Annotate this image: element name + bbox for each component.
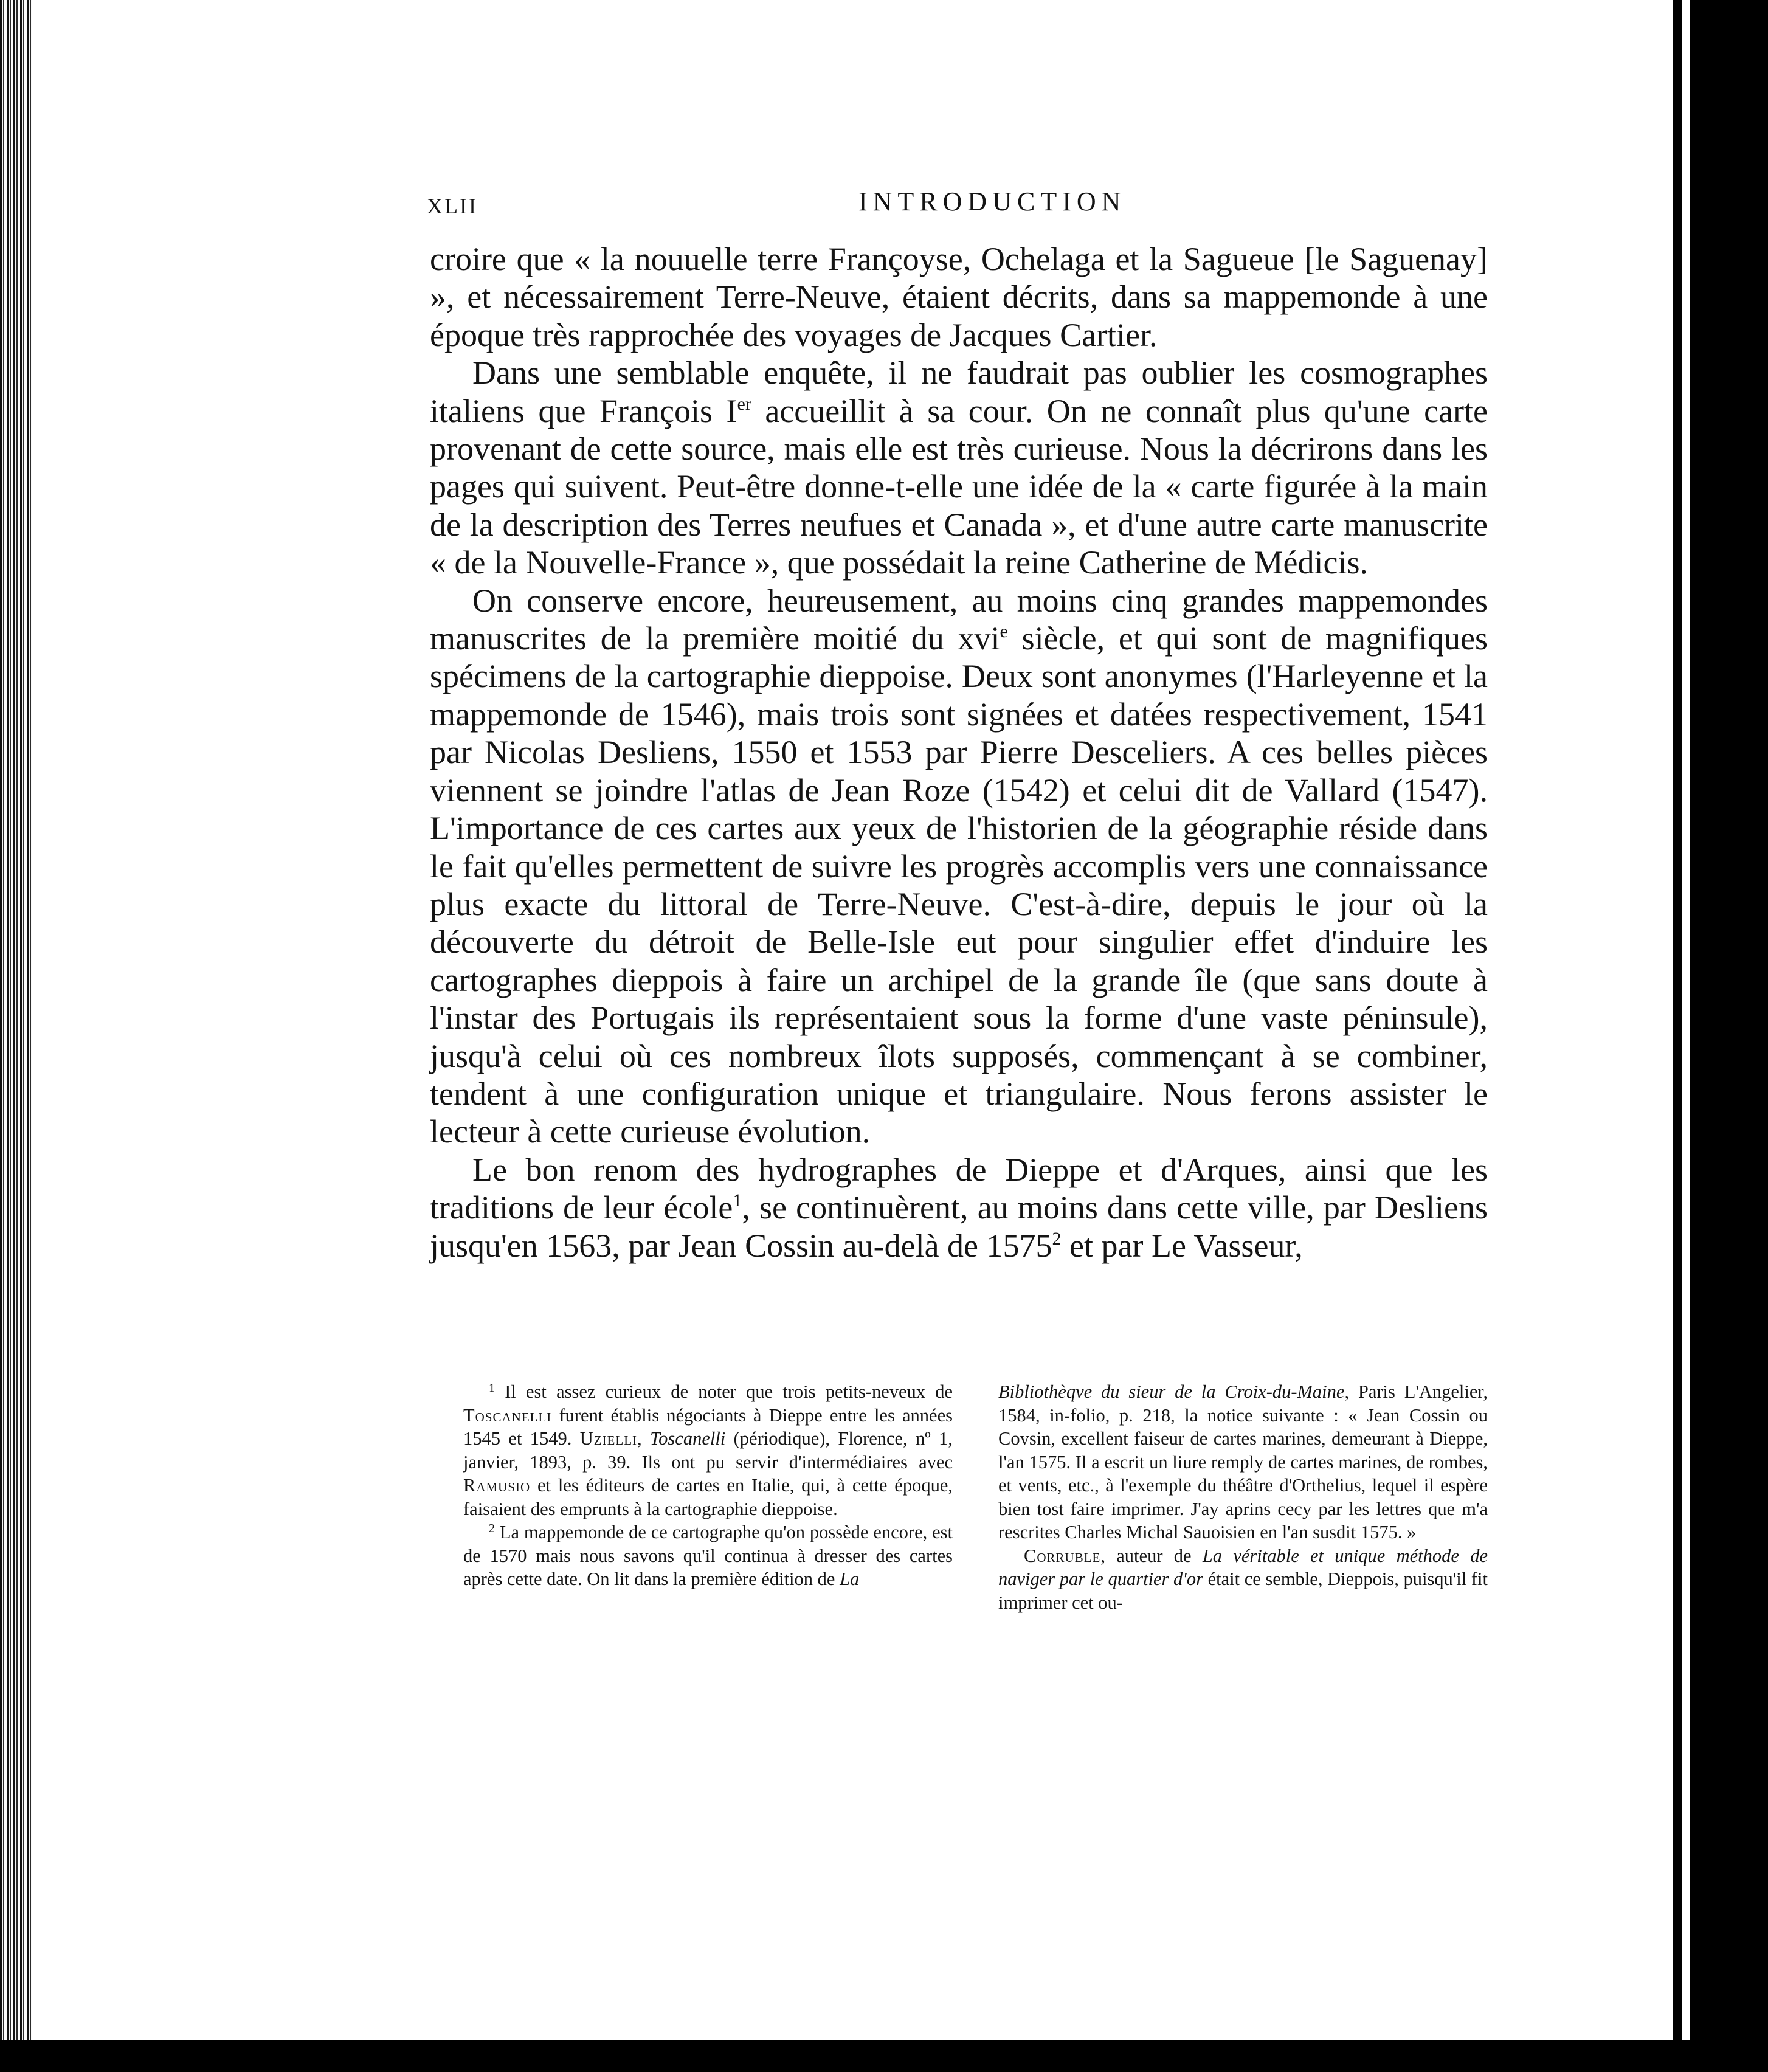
page-number: XLII	[427, 194, 478, 218]
paragraph: On conserve encore, heureusement, au moins cinq grandes mappemondes manuscrites de la première moitié du xvi$^e$ siècle, et qui sont de magnifiques spécimens de la cartographie dieppoise. Deux sont anonymes (l'Harleyenne et la mappemonde de 1546), mais trois sont signées et datées respectivement, 1541 par Nicolas Desliens, 1550 et 1553 par Pierre Desceliers. A ces belles pièces viennent se joindre l'atlas de Jean Roze (1542) et celui dit de Vallard (1547). L'importance de ces cartes aux yeux de l'historien de la géographie réside dans le fait qu'elles permettent de suivre les progrès accomplis vers une connaissance plus exacte du littoral de Terre-Neuve. C'est-à-dire, depuis le jour où la découverte du détroit de Belle-Isle eut pour singulier effet d'induire les cartographes dieppois à faire un archipel de la grande île (que sans doute à l'instar des Portugais ils représentaient sous la forme d'une vaste péninsule), jusqu'à celui où ces nombreux îlots supposés, commençant à se combiner, tendent à une configuration unique et triangulaire. Nous ferons assister le lecteur à cette curieuse évolution.	[430, 582, 1488, 1150]
paragraph: croire que « la nouuelle terre Françoyse, Ochelaga et la Sagueue [le Saguenay] », et nécessairement Terre-Neuve, étaient décrits, dans sa mappemonde à une époque très rapprochée des voyages de Jacques Cartier.	[430, 241, 1488, 353]
paragraph: Le bon renom des hydrographes de Dieppe et d'Arques, ainsi que les traditions de leur école$^1$, se continuèrent, au moins dans cette ville, par Desliens jusqu'en 1563, par Jean Cossin au-delà de 1575$^2$ et par Le Vasseur,	[430, 1151, 1488, 1264]
footnote-2-continued: Bibliothèqve du sieur de la Croix-du-Maine, Paris L'Angelier, 1584, in-folio, p. 218, la notice suivante : « Jean Cossin ou Covsin, excellent faiseur de cartes marines, demeurant à Dieppe, l'an 1575. Il a escrit un liure remply de cartes marines, de rombes, et vents, etc., à l'exemple du théâtre d'Orthelius, lequel il espère bien tost faire imprimer. J'ay aprins cecy par les lettres que m'a rescrites Charles Michal Sauoisien en l'an susdit 1575. »	[998, 1381, 1488, 1542]
page-edge-rule	[1678, 0, 1690, 2040]
footnote-3: Corruble, auteur de La véritable et unique méthode de naviger par le quartier d'or était ce semble, Dieppois, puisqu'il fit imprimer cet ou-	[998, 1545, 1488, 1613]
book-edge	[0, 0, 32, 2040]
footnote-ref: 2	[1052, 1228, 1062, 1249]
footnote-column-right	[998, 1380, 1488, 1614]
footnote-1: $^1$ Il est assez curieux de noter que trois petits-neveux de Toscanelli furent établis négociants à Dieppe entre les années 1545 et 1549. Uzielli, Toscanelli (périodique), Florence, nº 1, janvier, 1893, p. 39. Ils ont pu servir d'intermédiaires avec Ramusio et les éditeurs de cartes en Italie, qui, à cette époque, faisaient des emprunts à la cartographie dieppoise.	[463, 1381, 953, 1519]
footnote-column-left	[463, 1380, 953, 1591]
running-title: INTRODUCTION	[858, 187, 1127, 216]
running-head	[427, 182, 1485, 219]
main-text	[430, 240, 1488, 1265]
paragraph: Dans une semblable enquête, il ne faudrait pas oublier les cosmographes italiens que François Ier accueillit à sa cour. On ne connaît plus qu'une carte provenant de cette source, mais elle est très curieuse. Nous la décrirons dans les pages qui suivent. Peut-être donne-t-elle une idée de la « carte figurée à la main de la description des Terres neufues et Canada », et d'une autre carte manuscrite « de la Nouvelle-France », que possédait la reine Catherine de Médicis.	[430, 354, 1488, 581]
scan-border-bottom	[0, 2040, 1768, 2072]
footnote-2: $^2$ La mappemonde de ce cartographe qu'on possède encore, est de 1570 mais nous savons qu'il continua à dresser des cartes après cette date. On lit dans la première édition de La	[463, 1522, 953, 1589]
footnotes	[430, 1380, 1488, 1696]
footnote-ref: 1	[733, 1190, 742, 1211]
book-page	[32, 0, 1673, 2040]
